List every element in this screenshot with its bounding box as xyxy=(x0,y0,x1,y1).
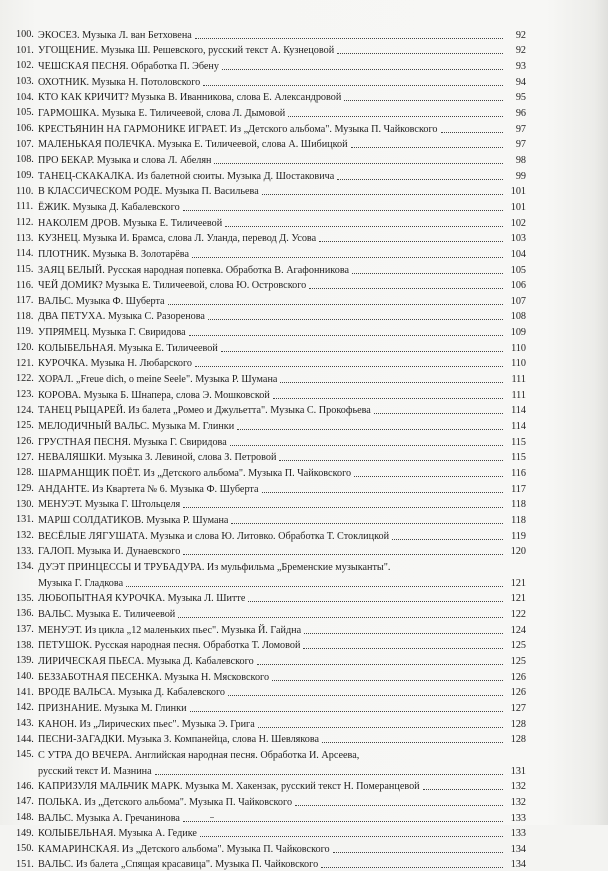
dot-leader xyxy=(273,397,503,399)
entry-title: ЛИРИЧЕСКАЯ ПЬЕСА. Музыка Д. Кабалевского xyxy=(38,655,254,667)
entry-number: 114. xyxy=(16,248,34,260)
toc-entry xyxy=(16,355,526,371)
toc-entry xyxy=(16,104,526,120)
entry-title: ВАЛЬС. Музыка Ф. Шуберта xyxy=(38,295,165,307)
dot-leader xyxy=(222,68,503,70)
entry-number: 115. xyxy=(16,263,34,275)
page-number: 118 xyxy=(511,515,526,526)
toc-entry xyxy=(16,323,526,339)
dot-leader xyxy=(190,710,503,712)
dot-leader xyxy=(126,585,503,587)
dot-leader xyxy=(258,726,503,728)
dot-leader xyxy=(225,225,503,227)
entry-title: ПРО БЕКАР. Музыка и слова Л. Абелян xyxy=(38,154,212,166)
entry-title: КУЗНЕЦ. Музыка И. Брамса, слова Л. Уланда, перевод Д. Усова xyxy=(38,233,317,245)
entry-number: 128. xyxy=(16,467,34,479)
entry-title: ЧЕЙ ДОМИК? Музыка Е. Тиличеевой, слова Ю. Островского xyxy=(38,280,307,292)
toc-entry xyxy=(16,464,526,480)
entry-number: 133. xyxy=(16,545,34,557)
page-number: 111 xyxy=(511,389,526,401)
toc-entry xyxy=(16,699,526,715)
entry-number: 124. xyxy=(16,404,34,416)
dot-leader xyxy=(351,146,503,148)
entry-number: 118. xyxy=(16,310,34,322)
entry-title: УГОЩЕНИЕ. Музыка Ш. Решевского, русский текст А. Кузнецовой xyxy=(38,45,335,57)
dot-leader xyxy=(221,350,503,352)
toc-entry xyxy=(16,496,526,512)
entry-title: С УТРА ДО ВЕЧЕРА. Английская народная песня. Обработка И. Арсеева, xyxy=(38,749,360,761)
page-number: 126 xyxy=(510,671,526,683)
dot-leader xyxy=(248,600,503,602)
entry-title: БЕЗЗАБОТНАЯ ПЕСЕНКА. Музыка Н. Мясковского xyxy=(38,671,270,683)
entry-number: 146. xyxy=(16,780,34,792)
page-number: 132 xyxy=(510,796,526,808)
entry-title: ЧЕШСКАЯ ПЕСНЯ. Обработка П. Эбену xyxy=(38,60,219,72)
entry-title: ЁЖИК. Музыка Д. Кабалевского xyxy=(38,201,180,213)
toc-entry xyxy=(16,480,526,496)
toc-entry xyxy=(16,402,526,418)
page-number: 96 xyxy=(515,107,526,119)
entry-title: МЕНУЭТ. Музыка Г. Штольцеля xyxy=(38,499,181,511)
toc-entry xyxy=(16,42,526,58)
entry-title: ПРИЗНАНИЕ. Музыка М. Глинки xyxy=(38,702,187,714)
page-number: 103 xyxy=(510,233,526,245)
dot-leader xyxy=(280,381,503,383)
dot-leader xyxy=(309,287,503,289)
page-number: 134 xyxy=(510,843,526,855)
dot-leader xyxy=(352,272,503,274)
dot-leader xyxy=(203,84,503,86)
toc-entry xyxy=(16,151,526,167)
dot-leader xyxy=(192,256,503,258)
page-number: 110 xyxy=(511,342,526,354)
entry-number: 147. xyxy=(16,796,34,808)
page-number: 133 xyxy=(510,828,526,840)
entry-title: УПРЯМЕЦ. Музыка Г. Свиридова xyxy=(38,327,186,339)
entry-number: 112. xyxy=(16,216,34,228)
page-number: 104 xyxy=(510,248,526,260)
entry-title: МАЛЕНЬКАЯ ПОЛЕЧКА. Музыка Е. Тиличеевой, слова А. Шибицкой xyxy=(38,139,348,151)
dot-leader xyxy=(228,694,503,696)
entry-title: ШАРМАНЩИК ПОЁТ. Из „Детского альбома". Музыка П. Чайковского xyxy=(38,468,352,480)
toc-entry xyxy=(16,433,526,449)
entry-number: 137. xyxy=(16,623,34,635)
page-number: 111 xyxy=(511,374,526,386)
page-number: 124 xyxy=(510,624,526,636)
page-number: 128 xyxy=(510,734,526,746)
toc-entry xyxy=(16,261,526,277)
entry-title: Музыка Г. Гладкова xyxy=(38,577,124,589)
dot-leader xyxy=(189,334,503,336)
dot-leader xyxy=(183,553,503,555)
entry-title: КРЕСТЬЯНИН НА ГАРМОНИКЕ ИГРАЕТ. Из „Детского альбома". Музыка П. Чайковского xyxy=(38,123,438,135)
page-number: 116 xyxy=(511,468,526,480)
toc-entry xyxy=(16,386,526,402)
dot-leader xyxy=(423,788,503,790)
entry-number: 127. xyxy=(16,451,34,463)
entry-number: 123. xyxy=(16,389,34,401)
entry-title: ПЕСНИ-ЗАГАДКИ. Музыка З. Компанейца, слова Н. Шевлякова xyxy=(38,734,320,746)
dot-leader xyxy=(303,647,503,649)
toc-entry xyxy=(16,57,526,73)
toc-entry xyxy=(16,277,526,293)
dot-leader xyxy=(441,131,504,133)
entry-number: 143. xyxy=(16,717,34,729)
toc-entry xyxy=(16,292,526,308)
entry-title: КАНОН. Из „Лирических пьес". Музыка Э. Грига xyxy=(38,718,255,730)
toc-entry xyxy=(16,715,526,731)
entry-number: 108. xyxy=(16,154,34,166)
dot-leader xyxy=(321,866,503,868)
page-number: 115 xyxy=(511,436,526,448)
entry-number: 109. xyxy=(16,169,34,181)
page-number: 117 xyxy=(511,483,526,495)
toc-entry xyxy=(16,652,526,668)
toc-entry xyxy=(16,543,526,559)
page-number: 128 xyxy=(510,718,526,730)
dot-leader xyxy=(168,303,503,305)
entry-title: ПЕТУШОК. Русская народная песня. Обработка Т. Ломовой xyxy=(38,640,301,652)
entry-title: КОЛЫБЕЛЬНАЯ. Музыка Е. Тиличеевой xyxy=(38,342,218,354)
entry-title: ВРОДЕ ВАЛЬСА. Музыка Д. Кабалевского xyxy=(38,687,225,699)
toc-entry xyxy=(16,684,526,700)
page-edge-shadow xyxy=(594,0,608,825)
page-number: 133 xyxy=(510,812,526,824)
toc-entry xyxy=(16,746,526,777)
page-number: 101 xyxy=(510,201,526,213)
dot-leader xyxy=(337,52,503,54)
page-number: 126 xyxy=(510,687,526,699)
entry-title: ВАЛЬС. Из балета „Спящая красавица". Музыка П. Чайковского xyxy=(38,859,319,871)
entry-title: МЕНУЭТ. Из цикла „12 маленьких пьес". Музыка Й. Гайдна xyxy=(38,624,302,636)
entry-number: 134. xyxy=(16,561,34,573)
dot-leader xyxy=(272,679,503,681)
page-number: 97 xyxy=(515,139,526,151)
dot-leader xyxy=(354,475,503,477)
page-number: 131 xyxy=(510,765,526,777)
entry-number: 119. xyxy=(16,326,34,338)
page-number: 95 xyxy=(515,92,526,104)
dot-leader xyxy=(195,365,503,367)
page-number: 105 xyxy=(510,264,526,276)
entry-number: 110. xyxy=(16,185,34,197)
toc-entry xyxy=(16,668,526,684)
entry-number: 104. xyxy=(16,91,34,103)
dot-leader xyxy=(195,37,503,39)
entry-title: НАКОЛЕМ ДРОВ. Музыка Е. Тиличеевой xyxy=(38,217,223,229)
dot-leader xyxy=(279,459,503,461)
page-number: 134 xyxy=(510,859,526,871)
page-number: 122 xyxy=(510,608,526,620)
entry-title: ВАЛЬС. Музыка А. Гречанинова xyxy=(38,812,180,824)
toc-entry xyxy=(16,558,526,589)
page-number: 97 xyxy=(515,123,526,135)
entry-title: МЕЛОДИЧНЫЙ ВАЛЬС. Музыка М. Глинки xyxy=(38,421,235,433)
dot-leader xyxy=(178,616,503,618)
toc-entry xyxy=(16,26,526,42)
toc-entry xyxy=(16,167,526,183)
entry-number: 150. xyxy=(16,843,34,855)
dot-leader xyxy=(183,820,503,822)
dot-leader xyxy=(337,178,503,180)
entry-number: 140. xyxy=(16,670,34,682)
entry-title: ЛЮБОПЫТНАЯ КУРОЧКА. Музыка Л. Шитте xyxy=(38,593,246,605)
entry-number: 132. xyxy=(16,530,34,541)
entry-title: НЕВАЛЯШКИ. Музыка З. Левиной, слова З. Петровой xyxy=(38,452,277,464)
toc-entry xyxy=(16,245,526,261)
entry-title: ПЛОТНИК. Музыка В. Золотарёва xyxy=(38,248,189,260)
entry-number: 125. xyxy=(16,420,34,432)
toc-entry xyxy=(16,417,526,433)
dot-leader xyxy=(214,162,503,164)
dot-leader xyxy=(333,851,503,853)
entry-title: КАМАРИНСКАЯ. Из „Детского альбома". Музыка П. Чайковского xyxy=(38,843,330,855)
dot-leader xyxy=(262,193,503,195)
entry-number: 141. xyxy=(16,686,34,698)
entry-number: 136. xyxy=(16,608,34,620)
toc-entry xyxy=(16,511,526,527)
page-number: 118 xyxy=(511,499,526,511)
dot-leader xyxy=(319,240,503,242)
entry-title: ГАРМОШКА. Музыка Е. Тиличеевой, слова Л. Дымовой xyxy=(38,107,286,119)
page-number: 121 xyxy=(510,593,526,605)
entry-number: 111. xyxy=(16,201,34,213)
page-number: 121 xyxy=(510,577,526,589)
toc-entry xyxy=(16,339,526,355)
entry-number: 149. xyxy=(16,827,34,839)
entry-title: ДУЭТ ПРИНЦЕССЫ И ТРУБАДУРА. Из мульфильма „Бременские музыканты". xyxy=(38,561,391,573)
entry-title: КАПРИЗУЛЯ МАЛЬЧИК МАРК. Музыка М. Хакензак, русский текст Н. Померанцевой xyxy=(38,781,420,793)
entry-number: 107. xyxy=(16,138,34,150)
entry-number: 116. xyxy=(16,279,34,291)
dot-leader xyxy=(230,444,503,446)
page-number: 132 xyxy=(510,781,526,793)
page-number: 93 xyxy=(515,60,526,72)
page-number: 125 xyxy=(510,640,526,652)
page-number: 115 xyxy=(511,452,526,464)
entry-title: ПОЛЬКА. Из „Детского альбома". Музыка П. Чайковского xyxy=(38,796,293,808)
dot-leader xyxy=(183,506,503,508)
dot-leader xyxy=(304,632,503,634)
entry-title: КОРОВА. Музыка Б. Шнапера, слова Э. Мошковской xyxy=(38,389,270,401)
toc-entry xyxy=(16,183,526,199)
entry-number: 142. xyxy=(16,702,34,714)
page-number: 98 xyxy=(515,154,526,166)
entry-number: 117. xyxy=(16,295,34,307)
page-number: 106 xyxy=(510,280,526,292)
dot-leader xyxy=(288,115,503,117)
toc-entry xyxy=(16,308,526,324)
entry-title: КОЛЫБЕЛЬНАЯ. Музыка А. Гедике xyxy=(38,828,197,840)
page-number: 120 xyxy=(510,546,526,558)
entry-number: 129. xyxy=(16,483,34,495)
toc-entry xyxy=(16,214,526,230)
dot-leader xyxy=(200,835,503,837)
entry-title: ТАНЕЦ-СКАКАЛКА. Из балетной сюиты. Музыка Д. Шостаковича xyxy=(38,170,335,182)
entry-number: 105. xyxy=(16,107,34,119)
page-mark xyxy=(210,817,214,818)
entry-number: 139. xyxy=(16,655,34,667)
toc-entry xyxy=(16,778,526,794)
entry-title: КТО КАК КРИЧИТ? Музыка В. Иванникова, слова Е. Александровой xyxy=(38,92,342,104)
page-number: 125 xyxy=(510,655,526,667)
page-number: 108 xyxy=(510,311,526,323)
dot-leader xyxy=(392,538,503,540)
dot-leader xyxy=(322,741,503,743)
dot-leader xyxy=(262,491,503,493)
toc-entry xyxy=(16,856,526,871)
page-number: 110 xyxy=(511,358,526,370)
toc-entry xyxy=(16,73,526,89)
page-number: 92 xyxy=(515,29,526,41)
page-number: 114 xyxy=(511,405,526,417)
entry-number: 131. xyxy=(16,514,34,526)
entry-title: ТАНЕЦ РЫЦАРЕЙ. Из балета „Ромео и Джульетта". Музыка С. Прокофьева xyxy=(38,405,371,417)
dot-leader xyxy=(344,99,503,101)
entry-title: ЗАЯЦ БЕЛЫЙ. Русская народная попевка. Обработка В. Агафонникова xyxy=(38,264,350,276)
page-number: 114 xyxy=(511,421,526,433)
entry-number: 148. xyxy=(16,811,34,823)
entry-title: ВЕСЁЛЫЕ ЛЯГУШАТА. Музыка и слова Ю. Литовко. Обработка Т. Стоклицкой xyxy=(38,530,390,542)
entry-number: 102. xyxy=(16,60,34,72)
dot-leader xyxy=(155,773,503,775)
entry-title: ЭКОСЕЗ. Музыка Л. ван Бетховена xyxy=(38,29,192,41)
entry-title: ОХОТНИК. Музыка Н. Потоловского xyxy=(38,76,201,88)
entry-title: АНДАНТЕ. Из Квартета № 6. Музыка Ф. Шуберта xyxy=(38,483,259,495)
dot-leader xyxy=(257,663,503,665)
entry-number: 120. xyxy=(16,342,34,354)
dot-leader xyxy=(295,804,503,806)
toc-entry xyxy=(16,637,526,653)
dot-leader xyxy=(183,209,503,211)
entry-title: КУРОЧКА. Музыка Н. Любарского xyxy=(38,358,193,370)
entry-number: 126. xyxy=(16,436,34,448)
toc-entry xyxy=(16,731,526,747)
toc-entry xyxy=(16,136,526,152)
toc-entry xyxy=(16,370,526,386)
toc-entry xyxy=(16,120,526,136)
page-number: 92 xyxy=(515,45,526,57)
page-number: 94 xyxy=(515,76,526,88)
entry-number: 135. xyxy=(16,592,34,604)
toc-entry xyxy=(16,621,526,637)
entry-title: русский текст И. Мазнина xyxy=(38,765,152,777)
entry-number: 121. xyxy=(16,357,34,369)
toc-entry xyxy=(16,449,526,465)
toc-entry xyxy=(16,89,526,105)
entry-number: 130. xyxy=(16,498,34,510)
page-number: 101 xyxy=(510,186,526,198)
entry-title: ГАЛОП. Музыка И. Дунаевского xyxy=(38,546,181,558)
page-number: 102 xyxy=(510,217,526,229)
toc-entry xyxy=(16,198,526,214)
entry-number: 145. xyxy=(16,749,34,761)
toc-entry xyxy=(16,840,526,856)
entry-title: ХОРАЛ. „Freue dich, o meine Seele". Музыка Р. Шумана xyxy=(38,374,278,386)
entry-number: 138. xyxy=(16,639,34,651)
entry-title: В КЛАССИЧЕСКОМ РОДЕ. Музыка П. Васильева xyxy=(38,186,259,198)
entry-number: 151. xyxy=(16,858,34,870)
dot-leader xyxy=(374,412,503,414)
entry-number: 101. xyxy=(16,44,34,56)
entry-title: ДВА ПЕТУХА. Музыка С. Разоренова xyxy=(38,311,205,323)
page-number: 109 xyxy=(510,327,526,339)
dot-leader xyxy=(208,318,503,320)
entry-number: 144. xyxy=(16,733,34,745)
page-number: 127 xyxy=(510,702,526,714)
entry-number: 106. xyxy=(16,122,34,134)
page-number: 99 xyxy=(515,170,526,182)
dot-leader xyxy=(237,428,503,430)
toc-entry xyxy=(16,230,526,246)
entry-number: 113. xyxy=(16,232,34,244)
entry-title: МАРШ СОЛДАТИКОВ. Музыка Р. Шумана xyxy=(38,515,229,526)
entry-number: 100. xyxy=(16,29,34,40)
page-number: 119 xyxy=(511,530,526,542)
toc-entry xyxy=(16,793,526,809)
entry-title: ГРУСТНАЯ ПЕСНЯ. Музыка Г. Свиридова xyxy=(38,436,227,448)
toc-entry xyxy=(16,590,526,606)
toc-entry xyxy=(16,605,526,621)
toc-entry xyxy=(16,527,526,543)
toc-entry xyxy=(16,809,526,825)
page-number: 107 xyxy=(510,295,526,307)
dot-leader xyxy=(231,522,503,524)
table-of-contents xyxy=(16,26,526,871)
toc-entry xyxy=(16,825,526,841)
entry-title: ВАЛЬС. Музыка Е. Тиличеевой xyxy=(38,608,176,620)
entry-number: 122. xyxy=(16,373,34,385)
entry-number: 103. xyxy=(16,75,34,87)
